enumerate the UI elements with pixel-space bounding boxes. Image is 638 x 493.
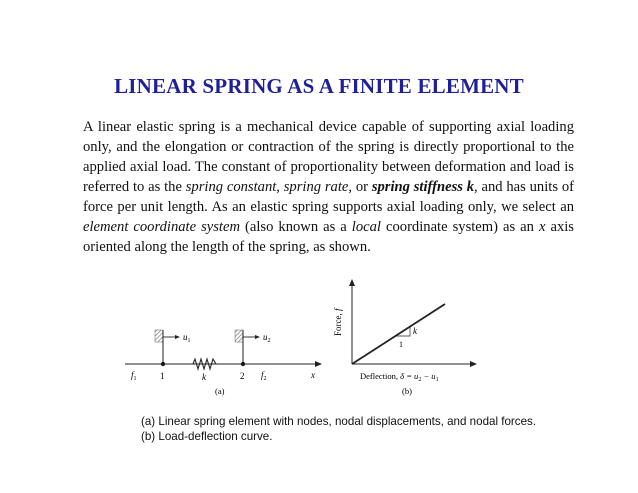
node2-label: 2 [240, 371, 245, 381]
u2-label: $u_2$ [263, 332, 271, 344]
figure-a-label: (a) [215, 386, 225, 396]
figure-caption [141, 414, 536, 444]
slope-k-label: k [413, 326, 417, 336]
deflection-axis-arrowhead [470, 361, 477, 367]
f1-label: $f_1$ [131, 370, 137, 382]
x-axis-arrowhead [315, 361, 322, 367]
text-segment: axis oriented along the length of the spring, as shown. [83, 219, 574, 255]
slope-one-label: 1 [399, 340, 403, 349]
u2-arrowhead [255, 335, 260, 339]
deflection-axis-label: Deflection, $\delta = u_2 - u_1$ [360, 371, 439, 383]
force-axis-arrowhead [349, 279, 355, 286]
term-local: local [351, 219, 381, 235]
u1-label: $u_1$ [183, 332, 191, 344]
term-spring-stiffness: spring stiffness k [371, 179, 475, 195]
node1-label: 1 [160, 371, 165, 381]
term-spring-constant: spring constant, spring rate, [185, 179, 353, 195]
u1-arrowhead [175, 335, 180, 339]
force-axis-label: Force, f [333, 308, 343, 336]
figure-b-load-deflection [333, 279, 477, 396]
node2-support-hatch [235, 330, 243, 342]
x-axis-label: x [311, 370, 315, 380]
load-deflection-line [352, 304, 445, 364]
node1-support-hatch [155, 330, 163, 342]
page-title: LINEAR SPRING AS A FINITE ELEMENT [114, 74, 524, 98]
text-segment: coordinate system) as an [380, 219, 539, 235]
f2-label: $f_2$ [261, 370, 267, 382]
node2-dot [241, 362, 245, 366]
spring-figure [115, 278, 545, 403]
term-x: x [538, 219, 546, 235]
figure-b-label: (b) [402, 386, 412, 396]
caption-line-2: (b) Load-deflection curve. [141, 430, 273, 443]
text-segment: A linear elastic spring is a mechanical device capable of supporting axial loading only, and the elongation or contraction of the spring is directly proportional to the applied axial load. The constant of proportionality between deformation and load is referred to as the [83, 119, 574, 195]
term-element-coordinate-system: element coordinate system [83, 219, 240, 235]
spring-k-label: k [202, 372, 206, 382]
node1-dot [161, 362, 165, 366]
text-segment: or [352, 179, 372, 195]
caption-line-1: (a) Linear spring element with nodes, nodal displacements, and nodal forces. [141, 415, 537, 428]
body-paragraph [83, 117, 574, 257]
figure-a-spring-element [125, 330, 322, 396]
text-segment: (also known as a [240, 219, 352, 235]
text-segment: , and has units of force per unit length. As an elastic spring supports axial loading only, we select an [83, 179, 574, 215]
